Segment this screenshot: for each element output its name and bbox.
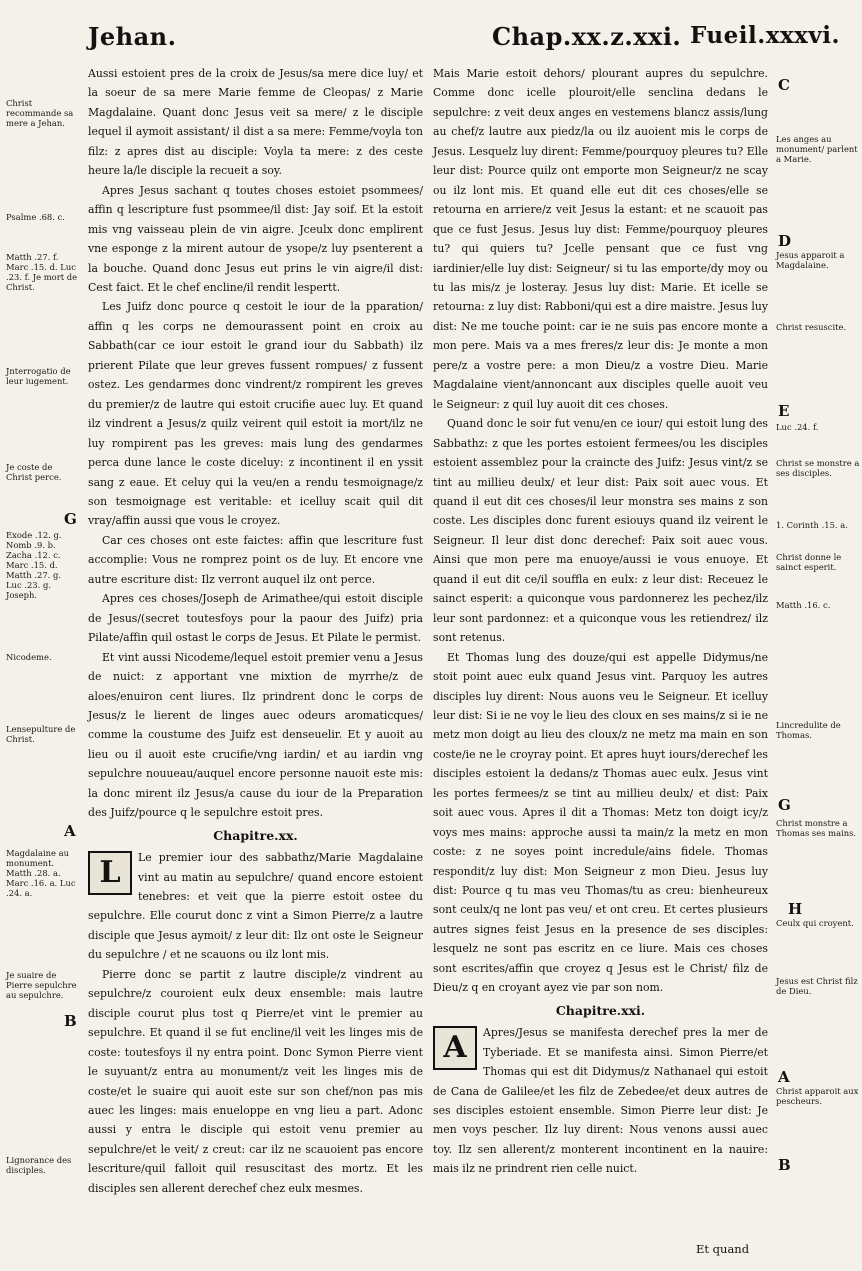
margin-note: Psalme .68. c.: [6, 212, 65, 222]
paragraph: Le premier iour des sabbathz/Marie Magdalaine vint au matin au sepulchre/ quand encore estoient tenebres: et veit que la pierre estoit ostee du sepulchre. Elle courut donc z vint a Simon Pierre/z a lautre disciple que Jesus aymoit/ z leur dit: Ilz ont oste le Seigneur du sepulchre / et ne scauons ou ilz lont mis.: [88, 851, 423, 962]
margin-note: Christ apparoit aux pescheurs.: [776, 1086, 859, 1106]
margin-note: Jesus est Christ filz de Dieu.: [776, 976, 858, 996]
folio-number: Fueil.xxxvi.: [689, 22, 840, 49]
margin-note: Christ resuscite.: [776, 322, 847, 332]
margin-note: Christ donne le sainct esperit.: [776, 552, 842, 572]
paragraph: Apres Jesus sachant q toutes choses estoiet psommees/ affin q lescripture fust psommee/il dist: Jay soif. Et la estoit mis vng vaisseau plein de vin aigre. Jceulx donc emplirent vne esponge z la mirent autour de ysope/z luy psenterent a la bouche. Quand donc Jesus eut prins le vin aigre/il dist: Cest faict. Et le chef encline/il rendit lespertt.: [88, 183, 423, 294]
decorated-initial: A: [433, 1026, 477, 1070]
margin-note: Je suaire de Pierre sepulchre au sepulchre.: [6, 970, 77, 1000]
chapter-heading: Chap.xx.z.xxi.: [492, 22, 682, 51]
book-title: Jehan.: [88, 22, 177, 51]
paragraph: Apres ces choses/Joseph de Arimathee/qui estoit disciple de Jesus/(secret toutesfoys pour la paour des Juifz) pria Pilate/affin quil ostast le corps de Jesus. Et Pilate le permist.: [88, 592, 423, 645]
paragraph: Pierre donc se partit z lautre disciple/z vindrent au sepulchre/z couroient eulx deux ensemble: mais lautre disciple courut plus tost q Pierre/et vint le premier au sepulchre. Et quand il se fut encline/il veit les linges mis de coste: toutesfoys il ny entra point. Donc Symon Pierre vient le suyuant/z entra au monument/z veit les linges mis de coste/et le suaire qui auoit este sur son chef/non pas mis auec les linges: mais enueloppe en vng lieu a part. Adonc aussi y entra le disciple qui estoit venu premier au sepulchre/et le veit/ z creut: car ilz ne scauoient pas encore lescriture/quil falloit quil resuscitast des mortz. Et les disciples sen allerent derechef chez eulx mesmes.: [88, 967, 423, 1195]
margin-note: Je coste de Christ perce.: [6, 462, 62, 482]
margin-note: Exode .12. g. Nomb .9. b. Zacha .12. c. Marc .15. d. Matth .27. g. Luc .23. g. Joseph.: [6, 530, 62, 600]
right-text-column: [433, 64, 768, 1179]
decorated-initial: L: [88, 851, 132, 895]
margin-letter: B: [778, 1156, 791, 1174]
margin-note: Magdalaine au monument. Matth .28. a. Marc .16. a. Luc .24. a.: [6, 848, 76, 898]
chapter-title: Chapitre.xxi.: [555, 1002, 646, 1018]
margin-letter: E: [778, 402, 790, 420]
catchword: Et quand: [696, 1242, 750, 1256]
paragraph: Et Thomas lung des douze/qui est appelle Didymus/ne stoit point auec eulx quand Jesus vint. Parquoy les autres disciples luy dirent: Nous auons veu le Seigneur. Et icelluy leur dist: Si ie ne voy le lieu des cloux en ses mains/z si ie ne metz mon doigt au lieu des cloux/z ne metz ma main en son coste/ie ne le croyray point. Et apres huyt iours/derechef les disciples estoient la dedans/z Thomas auec eulx. Jesus vint les portes fermees/z se tint au millieu deulx/ et dist: Paix soit auec vous. Apres il dit a Thomas: Metz ton doigt icy/z voys mes mains: approche aussi ta main/z la metz en mon coste: z ne soyes point incredule/ains fidele. Thomas respondit/z luy dist: Mon Seigneur z mon Dieu. Jesus luy dist: Pource q tu mas veu Thomas/tu as creu: bienheureux sont ceulx/q ne lont pas veu/ et ont creu. Et certes plusieurs autres signes feist Jesus en la presence de ses disciples: lesquelz ne sont pas escritz en ce liure. Mais ces choses sont escrites/affin que croyez q Jesus est le Christ/ filz de Dieu/z q en croyant ayez vie par son nom.: [433, 650, 768, 995]
margin-note: Luc .24. f.: [776, 422, 819, 432]
running-header: [0, 22, 862, 62]
margin-note: Jnterrogatio de leur iugement.: [6, 366, 71, 386]
paragraph: Mais Marie estoit dehors/ plourant aupres du sepulchre. Comme donc icelle plouroit/elle senclina dedans le sepulchre: z veit deux anges en vestemens blancz assis/lung au chef/z lautre aux piedz/la ou ilz auoient mis le corps de Jesus. Lesquelz luy dirent: Femme/pourquoy pleures tu? Elle leur dist: Pource quilz ont emporte mon Seigneur/z ne scay ou ilz lont mis. Et quand elle eut dit ces choses/elle se retourna en arriere/z veit Jesus la estant: et ne scauoit pas que ce fust Jesus. Jesus luy dist: Femme/pourquoy pleures tu? qui quiers tu? Jcelle pensant que ce fust vng iardinier/elle luy dist: Seigneur/ si tu las emporte/dy moy ou tu las mis/z je losteray. Jesus luy dist: Marie. Et icelle se retourna: z luy dist: Rabboni/qui est a dire maistre. Jesus luy dist: Ne me touche point: car ie ne suis pas encore monte a mon pere. Mais va a mes freres/z leur dis: Je monte a mon pere/z a vostre pere: a mon Dieu/z a vostre Dieu. Marie Magdalaine vient/annoncant aux disciples quelle auoit veu le Seigneur: z quil luy auoit dit ces choses.: [433, 67, 768, 411]
margin-letter: C: [778, 76, 790, 94]
margin-note: Christ monstre a Thomas ses mains.: [776, 818, 857, 838]
paragraph: Quand donc le soir fut venu/en ce iour/ qui estoit lung des Sabbathz: z que les portes estoient fermees/ou les disciples estoient assemblez pour la craincte des Juifz: Jesus vint/z se tint au millieu deulx/ et leur dist: Paix soit auec vous. Et quand il eut dit ces choses/il leur monstra ses mains z son coste. Les disciples donc furent esiouys quand ilz veirent le Seigneur. Il leur dist donc derechef: Paix soit auec vous. Ainsi que mon pere ma enuoye/aussi ie vous enuoye. Et quand il eut dit ce/il souffla en eulx: z leur dist: Receuez le sainct esperit: a quiconque vous pardonnerez les pechez/ilz leur sont pardonnez: et a quiconque vous les retiendrez/ ilz sont retenus.: [433, 417, 768, 645]
margin-note: Christ se monstre a ses disciples.: [776, 458, 860, 478]
margin-note: Christ recommande sa mere a Jehan.: [6, 98, 74, 128]
margin-letter: G: [778, 796, 791, 814]
left-text-column: [88, 64, 423, 1198]
margin-note: Lensepulture de Christ.: [6, 724, 76, 744]
margin-letter: B: [64, 1012, 77, 1030]
paragraph: Aussi estoient pres de la croix de Jesus/sa mere dice luy/ et la soeur de sa mere Marie femme de Cleopas/ z Marie Magdalaine. Quant donc Jesus veit sa mere/ z le disciple lequel il aymoit assistant/ il dist a sa mere: Femme/voyla ton filz: z apres dist au disciple: Voyla ta mere: z des ceste heure la/le disciple la recueit a soy.: [88, 67, 423, 178]
margin-note: Lincredulite de Thomas.: [776, 720, 841, 740]
margin-letter: A: [64, 822, 76, 840]
paragraph: Apres/Jesus se manifesta derechef pres la mer de Tyberiade. Et se manifesta ainsi. Simon Pierre/et Thomas qui est dit Didymus/z Nathanael qui estoit de Cana de Galilee/et les filz de Zebedee/et deux autres de ses disciples estoient ensemble. Simon Pierre leur dist: Je men voys pescher. Ilz luy dirent: Nous venons aussi auec toy. Ilz sen allerent/z monterent incontinent en la nauire: mais ilz ne prindrent rien celle nuict.: [433, 1026, 768, 1176]
margin-note: Matth .16. c.: [776, 600, 831, 610]
margin-note: Les anges au monument/ parlent a Marie.: [776, 134, 858, 164]
paragraph: Les Juifz donc pource q cestoit le iour de la pparation/ affin q les corps ne demourassent point en croix au Sabbath(car ce iour estoit le grand iour du Sabbath) ilz prierent Pilate que leur greves fussent rompues/ z fussent ostez. Les gendarmes donc vindrent/z rompirent les greves du premier/z de lautre qui estoit crucifie auec luy. Et quand ilz vindrent a Jesus/z quilz veirent quil estoit ia mort/ilz ne luy rompirent pas les greves: mais lung des gendarmes perca dune lance le coste diceluy: z incontinent il en yssit sang z eaue. Et celuy qui la veu/en a rendu tesmoignage/z son tesmoignage est veritable: et icelluy scait quil dit vray/affin aussi que vous le croyez.: [88, 300, 423, 528]
margin-note: Jesus apparoit a Magdalaine.: [776, 250, 845, 270]
paragraph: Car ces choses ont este faictes: affin que lescriture fust accomplie: Vous ne romprez point os de luy. Et encore vne autre escriture dist: Ilz verront auquel ilz ont perce.: [88, 533, 423, 586]
paragraph: Et vint aussi Nicodeme/lequel estoit premier venu a Jesus de nuict: z apportant vne mixtion de myrrhe/z de aloes/enuiron cent liures. Ilz prindrent donc le corps de Jesus/z le lierent de linges auec odeurs aromaticques/ comme la coustume des Juifz est denseuelir. Et y auoit au lieu ou il auoit este crucifie/vng iardin/ et au iardin vng sepulchre nouueau/auquel encore personne nauoit este mis: la donc mirent ilz Jesus/a cause du iour de la Preparation des Juifz/pource q le sepulchre estoit pres.: [88, 650, 423, 820]
margin-letter: D: [778, 232, 792, 250]
margin-letter: G: [64, 510, 77, 528]
margin-note: Matth .27. f. Marc .15. d. Luc .23. f. Je mort de Christ.: [6, 252, 78, 292]
margin-note: Ceulx qui croyent.: [776, 918, 854, 928]
margin-letter: A: [778, 1068, 790, 1086]
margin-note: Lignorance des disciples.: [6, 1155, 72, 1175]
margin-note: 1. Corinth .15. a.: [776, 520, 848, 530]
chapter-title: Chapitre.xx.: [213, 827, 298, 843]
margin-note: Nicodeme.: [6, 652, 52, 662]
margin-letter: H: [788, 900, 803, 918]
